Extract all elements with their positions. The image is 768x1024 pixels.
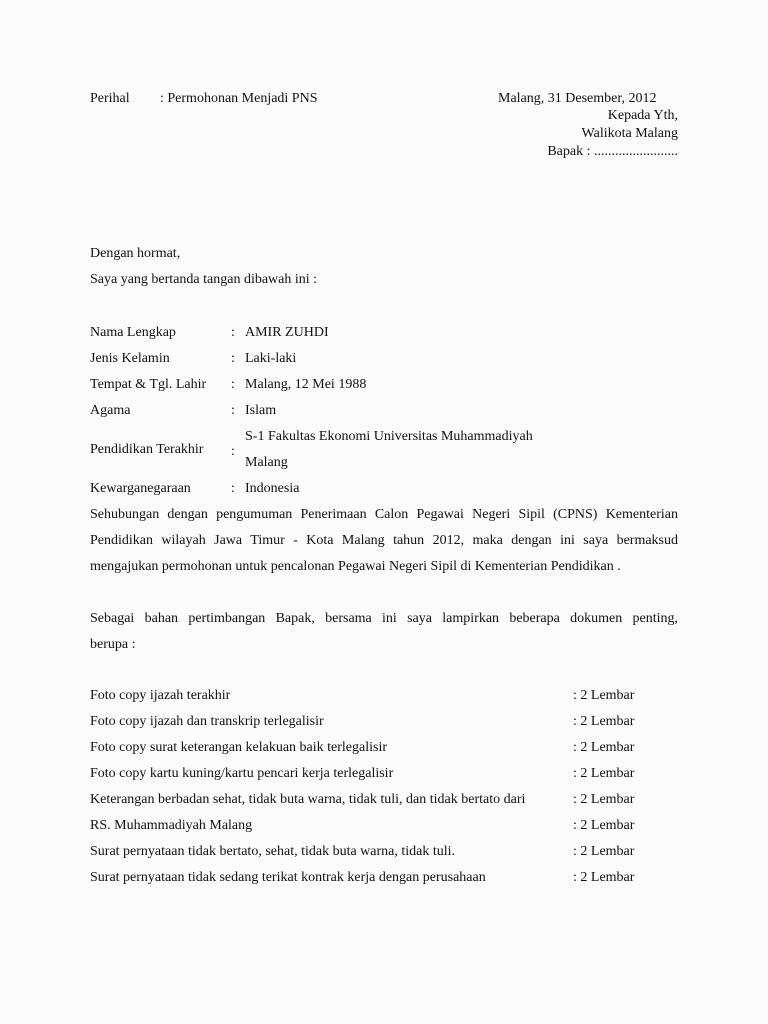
attachment-item: Foto copy kartu kuning/kartu pencari kerja terlegalisir	[90, 766, 394, 781]
recipient-kepada: Kepada Yth,	[607, 108, 678, 123]
attachment-item: Foto copy ijazah terakhir	[90, 688, 231, 703]
identity-row	[90, 480, 690, 498]
paragraph-line: Sehubungan dengan pengumuman Penerimaan Calon Pegawai Negeri Sipil (CPNS) Kementerian	[90, 507, 678, 522]
identity-row	[90, 376, 690, 394]
attachment-item: Surat pernyataan tidak bertato, sehat, tidak buta warna, tidak tuli.	[90, 844, 456, 859]
paragraph-line: Pendidikan wilayah Jawa Timur - Kota Malang tahun 2012, maka dengan ini saya bermaksud	[90, 533, 678, 548]
identity-colon: :	[231, 444, 235, 459]
attachment-qty: : 2 Lembar	[573, 766, 635, 781]
identity-value: Islam	[245, 403, 277, 418]
identity-value: Laki-laki	[245, 351, 297, 366]
identity-label: Jenis Kelamin	[90, 351, 170, 366]
attachment-qty: : 2 Lembar	[573, 792, 635, 807]
perihal-value: : Permohonan Menjadi PNS	[160, 91, 318, 106]
identity-label: Kewarganegaraan	[90, 481, 191, 496]
identity-row	[90, 428, 690, 472]
place-date: Malang, 31 Desember, 2012	[498, 91, 657, 106]
attachment-item: Foto copy surat keterangan kelakuan baik terlegalisir	[90, 740, 388, 755]
attachment-item: Surat pernyataan tidak sedang terikat kontrak kerja dengan perusahaan	[90, 870, 486, 885]
identity-value: S-1 Fakultas Ekonomi Universitas Muhammadiyah	[245, 429, 533, 444]
identity-value: Malang, 12 Mei 1988	[245, 377, 367, 392]
identity-row	[90, 402, 690, 420]
attachment-item: RS. Muhammadiyah Malang	[90, 818, 253, 833]
attachment-row	[90, 765, 650, 783]
identity-colon: :	[231, 351, 235, 366]
recipient-walikota: Walikota Malang	[581, 126, 678, 141]
identity-label: Nama Lengkap	[90, 325, 176, 340]
attachment-row	[90, 869, 650, 887]
paragraph-line: berupa :	[90, 637, 136, 652]
identity-value: Indonesia	[245, 481, 300, 496]
identity-colon: :	[231, 481, 235, 496]
body-paragraph-2	[90, 606, 678, 658]
attachment-item: Foto copy ijazah dan transkrip terlegalisir	[90, 714, 324, 729]
paragraph-line: Sebagai bahan pertimbangan Bapak, bersama ini saya lampirkan beberapa dokumen penting,	[90, 611, 678, 626]
attachment-row	[90, 791, 650, 809]
identity-label: Pendidikan Terakhir	[90, 442, 204, 457]
attachment-qty: : 2 Lembar	[573, 740, 635, 755]
attachment-qty: : 2 Lembar	[573, 714, 635, 729]
identity-colon: :	[231, 325, 235, 340]
intro-line: Saya yang bertanda tangan dibawah ini :	[90, 272, 318, 287]
attachment-row	[90, 739, 650, 757]
identity-row	[90, 324, 690, 342]
identity-label: Tempat & Tgl. Lahir	[90, 377, 207, 392]
identity-colon: :	[231, 377, 235, 392]
perihal-label: Perihal	[90, 91, 130, 106]
attachment-row	[90, 687, 650, 705]
attachment-qty: : 2 Lembar	[573, 844, 635, 859]
attachment-item: Keterangan berbadan sehat, tidak buta warna, tidak tuli, dan tidak bertato dari	[90, 792, 526, 807]
attachment-row	[90, 817, 650, 835]
attachment-qty: : 2 Lembar	[573, 818, 635, 833]
attachment-qty: : 2 Lembar	[573, 870, 635, 885]
attachment-qty: : 2 Lembar	[573, 688, 635, 703]
paragraph-line: mengajukan permohonan untuk pencalonan Pegawai Negeri Sipil di Kementerian Pendidikan .	[90, 559, 621, 574]
identity-value-continued: Malang	[245, 455, 288, 470]
body-paragraph-1	[90, 502, 678, 580]
identity-row	[90, 350, 690, 368]
identity-value: AMIR ZUHDI	[245, 325, 329, 340]
identity-colon: :	[231, 403, 235, 418]
recipient-bapak: Bapak : ........................	[547, 144, 678, 159]
attachment-row	[90, 713, 650, 731]
salutation: Dengan hormat,	[90, 246, 181, 261]
attachment-row	[90, 843, 650, 861]
identity-label: Agama	[90, 403, 131, 418]
